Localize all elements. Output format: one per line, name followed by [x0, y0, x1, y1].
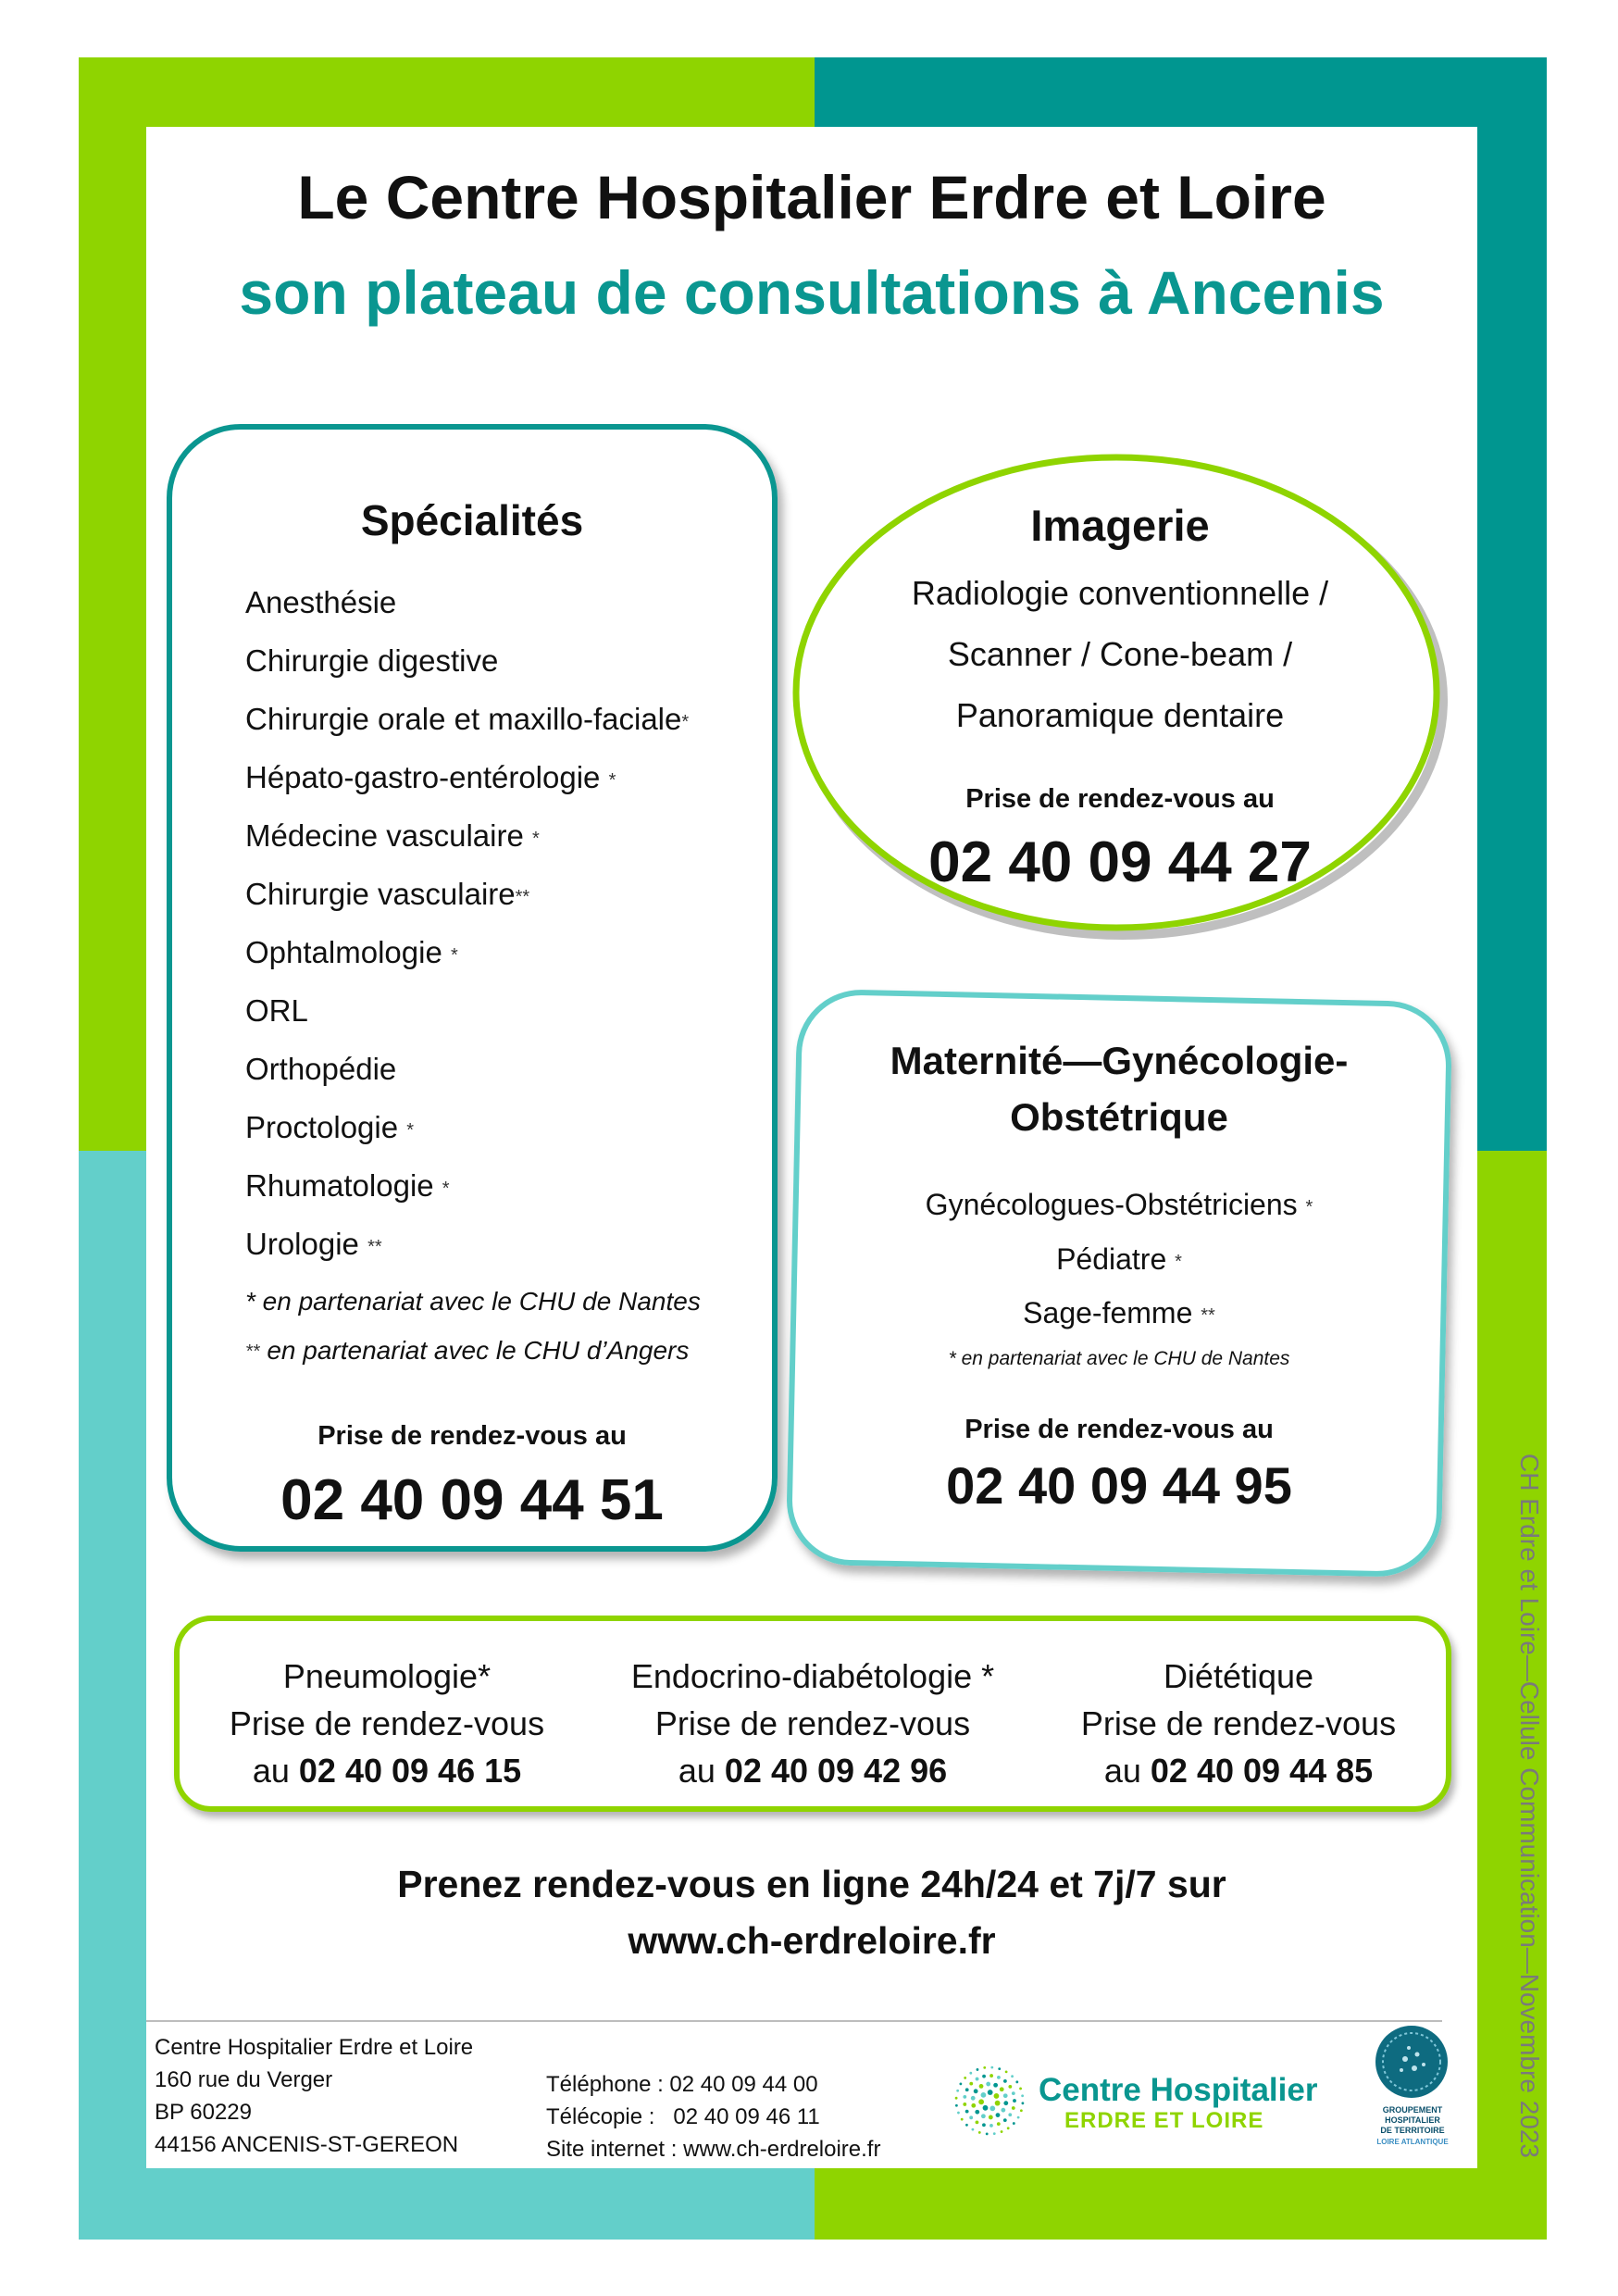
imagerie-title: Imagerie [1030, 501, 1210, 550]
specialite-item: Orthopédie [245, 1052, 397, 1086]
consultation-rdv: Prise de rendez-vous [1080, 1704, 1397, 1742]
consultation-phone-line: au 02 40 09 46 15 [252, 1752, 522, 1790]
specialites-note-angers: ** en partenariat avec le CHU d’Angers [245, 1336, 690, 1365]
consultation-rdv: Prise de rendez-vous [654, 1704, 971, 1742]
footer-website: Site internet : www.ch-erdreloire.fr [546, 2137, 881, 2162]
specialite-item: Chirurgie vasculaire** [245, 877, 530, 911]
consultation-phone-line: au 02 40 09 44 85 [1103, 1752, 1374, 1790]
specialites-phone: 02 40 09 44 51 [280, 1468, 664, 1532]
website-link[interactable]: www.ch-erdreloire.fr [628, 1919, 996, 1962]
maternite-title-line1: Maternité—Gynécologie- [890, 1039, 1349, 1082]
hospital-logo-subname: ERDRE ET LOIRE [1064, 2108, 1264, 2133]
consultation-phone-line: au 02 40 09 42 96 [678, 1752, 948, 1790]
maternite-phone: 02 40 09 44 95 [946, 1456, 1292, 1515]
maternite-title-line2: Obstétrique [1010, 1095, 1228, 1139]
specialite-item: Urologie ** [245, 1227, 382, 1261]
ght-label-line: GROUPEMENT [1382, 2105, 1443, 2115]
footer-address-line: 44156 ANCENIS-ST-GEREON [155, 2132, 459, 2157]
page-subtitle: son plateau de consultations à Ancenis [239, 258, 1385, 327]
imagerie-line: Scanner / Cone-beam / [947, 635, 1293, 673]
maternite-item: Sage-femme ** [1023, 1296, 1215, 1329]
specialites-title: Spécialités [360, 496, 584, 544]
specialite-item: Rhumatologie * [245, 1168, 450, 1203]
imagerie-rdv-label: Prise de rendez-vous au [965, 784, 1275, 814]
specialite-item: Anesthésie [245, 585, 397, 619]
consultation-name: Endocrino-diabétologie * [630, 1657, 995, 1695]
dietetique-block [1026, 1653, 1451, 1794]
online-booking-text: Prenez rendez-vous en ligne 24h/24 et 7j/7 sur [397, 1863, 1226, 1905]
specialite-item: Ophtalmologie * [245, 935, 458, 969]
footer-divider [146, 2020, 1442, 2022]
specialites-rdv-label: Prise de rendez-vous au [317, 1421, 627, 1451]
specialite-item: Hépato-gastro-entérologie * [245, 760, 616, 794]
specialite-item: Chirurgie orale et maxillo-faciale* [245, 702, 690, 736]
hospital-logo-name: Centre Hospitalier [1039, 2072, 1318, 2108]
footer-fax: Télécopie : 02 40 09 46 11 [546, 2104, 820, 2129]
maternite-item: Pédiatre * [1056, 1242, 1182, 1276]
pneumologie-block [174, 1653, 600, 1794]
specialite-item: ORL [245, 993, 308, 1028]
hospital-logo-icon [952, 2063, 1027, 2139]
consultation-name: Pneumologie* [282, 1657, 492, 1695]
imagerie-line: Radiologie conventionnelle / [911, 574, 1329, 612]
footer-address-line: BP 60229 [155, 2100, 252, 2125]
footer-telephone: Téléphone : 02 40 09 44 00 [546, 2072, 818, 2097]
specialite-item: Chirurgie digestive [245, 643, 499, 678]
consultation-rdv: Prise de rendez-vous [229, 1704, 545, 1742]
specialites-note-nantes: * en partenariat avec le CHU de Nantes [245, 1287, 701, 1316]
ght-label-line: HOSPITALIER [1385, 2115, 1440, 2125]
imagerie-line: Panoramique dentaire [955, 696, 1285, 734]
page-title: Le Centre Hospitalier Erdre et Loire [297, 163, 1326, 231]
specialite-item: Médecine vasculaire * [245, 818, 540, 853]
ght-logo-icon [1374, 2024, 1450, 2100]
imagerie-phone: 02 40 09 44 27 [928, 830, 1312, 894]
maternite-rdv-label: Prise de rendez-vous au [965, 1415, 1274, 1444]
consultation-name: Diététique [1163, 1657, 1314, 1695]
ght-label-line: LOIRE ATLANTIQUE [1376, 2138, 1449, 2146]
specialite-item: Proctologie * [245, 1110, 415, 1144]
maternite-note: * en partenariat avec le CHU de Nantes [948, 1348, 1290, 1369]
footer-address-line: Centre Hospitalier Erdre et Loire [155, 2035, 474, 2060]
endocrino-block [600, 1653, 1026, 1794]
side-credit: CH Erdre et Loire—Cellule Communication—Novembre 2023 [1515, 1454, 1544, 2158]
maternite-item: Gynécologues-Obstétriciens * [925, 1188, 1313, 1221]
footer-address-line: 160 rue du Verger [155, 2067, 333, 2092]
ght-label-line: DE TERRITOIRE [1380, 2126, 1445, 2135]
